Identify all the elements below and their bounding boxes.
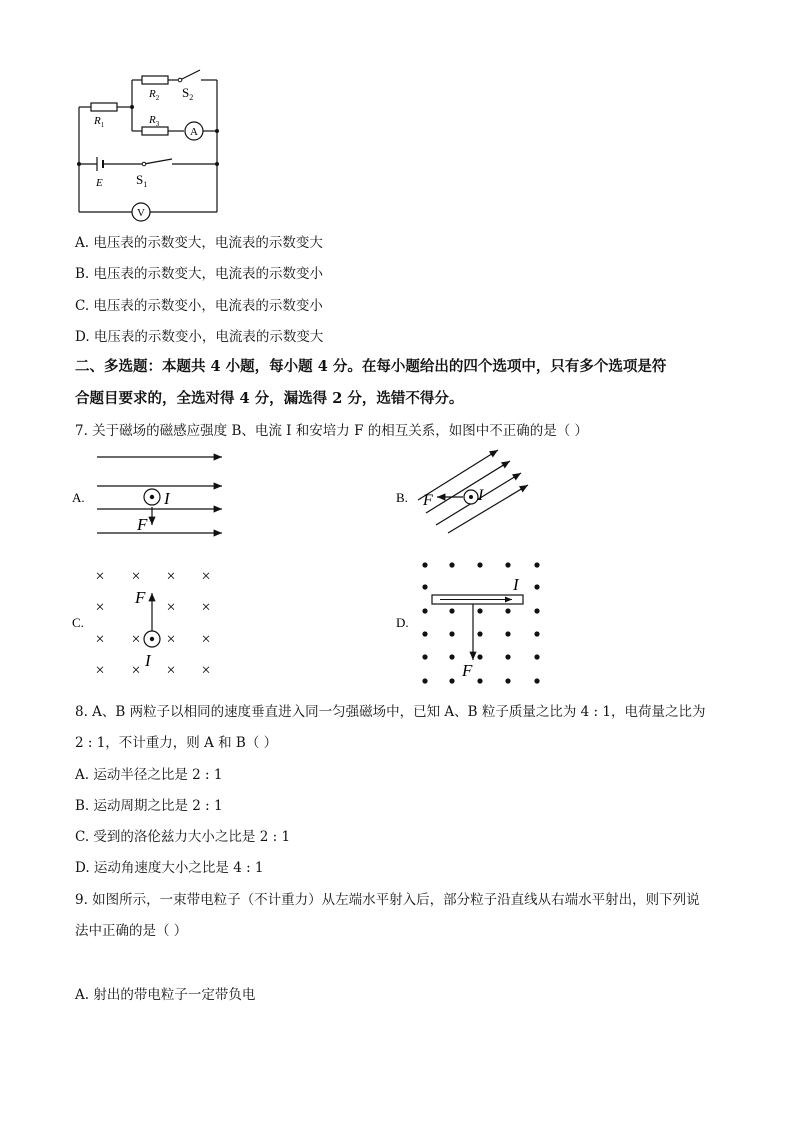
resistor-r3 (142, 127, 168, 135)
svg-text:×: × (166, 662, 176, 679)
q7-figure-c (72, 568, 211, 679)
svg-text:×: × (95, 568, 105, 585)
svg-text:×: × (131, 631, 141, 648)
svg-text:I: I (478, 487, 484, 504)
q8-option-c: C. 受到的洛伦兹力大小之比是 2 : 1 (75, 829, 291, 845)
svg-text:×: × (95, 631, 105, 648)
resistor-r1 (91, 103, 117, 111)
svg-text:×: × (166, 631, 176, 648)
q8-stem-line1: 8. A、B 两粒子以相同的速度垂直进入同一匀强磁场中，已知 A、B 粒子质量之比为 4 : 1，电荷量之比为 (75, 704, 706, 720)
svg-text:×: × (95, 599, 105, 616)
s2-label: $S_2$ (182, 85, 194, 102)
q7-stem: 7. 关于磁场的磁感应强度 B、电流 I 和安培力 F 的相互关系，如图中不正确的是（ ） (75, 423, 589, 439)
svg-text:×: × (131, 662, 141, 679)
svg-text:×: × (131, 568, 141, 585)
s1-label: $S_1$ (136, 172, 148, 189)
svg-text:×: × (201, 568, 211, 585)
r2-label: $R_2$ (149, 88, 160, 102)
q7-figures (0, 445, 794, 695)
q8-option-d: D. 运动角速度大小之比是 4 : 1 (75, 860, 264, 876)
svg-text:×: × (201, 662, 211, 679)
svg-text:B.: B. (396, 490, 408, 505)
section2-header-line2: 合题目要求的，全选对得 4 分，漏选得 2 分，选错不得分。 (75, 390, 464, 407)
q8-option-b: B. 运动周期之比是 2 : 1 (75, 798, 223, 814)
r1-label: $R_1$ (94, 115, 105, 129)
q8-option-a: A. 运动半径之比是 2 : 1 (75, 767, 223, 783)
q7-figure-d (396, 562, 540, 683)
e-label: E (96, 177, 103, 189)
circuit-diagram (70, 62, 230, 222)
svg-text:I: I (145, 651, 151, 670)
voltmeter-label: V (137, 207, 145, 219)
svg-text:D.: D. (396, 615, 409, 630)
switch-s1 (144, 159, 172, 164)
ammeter-label: A (190, 126, 198, 138)
resistor-r2 (142, 76, 168, 84)
q7-figure-b (396, 450, 528, 533)
q6-option-a: A. 电压表的示数变大，电流表的示数变大 (75, 235, 323, 251)
q6-option-c: C. 电压表的示数变小，电流表的示数变小 (75, 298, 323, 314)
q8-stem-line2: 2 : 1，不计重力，则 A 和 B（ ） (75, 735, 278, 751)
svg-text:×: × (166, 568, 176, 585)
svg-text:F: F (462, 661, 473, 680)
q7-figure-a (72, 457, 222, 534)
q6-option-b: B. 电压表的示数变大，电流表的示数变小 (75, 266, 324, 282)
svg-text:I: I (164, 489, 170, 508)
svg-text:×: × (201, 631, 211, 648)
svg-text:×: × (166, 599, 176, 616)
r3-label: $R_3$ (149, 114, 160, 128)
section2-header-line1: 二、多选题：本题共 4 小题，每小题 4 分。在每小题给出的四个选项中，只有多个选项是符 (75, 358, 667, 375)
svg-text:F: F (135, 588, 146, 607)
q6-option-d: D. 电压表的示数变小，电流表的示数变大 (75, 329, 324, 345)
svg-text:×: × (201, 599, 211, 616)
svg-text:A.: A. (72, 490, 85, 505)
svg-text:I: I (513, 575, 519, 594)
svg-text:F: F (423, 492, 433, 509)
svg-text:×: × (95, 662, 105, 679)
magnetic-field-into-page (95, 568, 210, 679)
switch-s2 (180, 70, 200, 80)
q9-stem-line1: 9. 如图所示，一束带电粒子（不计重力）从左端水平射入后，部分粒子沿直线从右端水平射出，则下列说 (75, 892, 700, 908)
svg-text:F: F (137, 515, 148, 534)
magnetic-field-out-of-page (422, 562, 539, 683)
svg-text:C.: C. (72, 615, 84, 630)
q9-stem-line2: 法中正确的是（ ） (75, 923, 188, 939)
q9-option-a: A. 射出的带电粒子一定带负电 (75, 987, 256, 1003)
